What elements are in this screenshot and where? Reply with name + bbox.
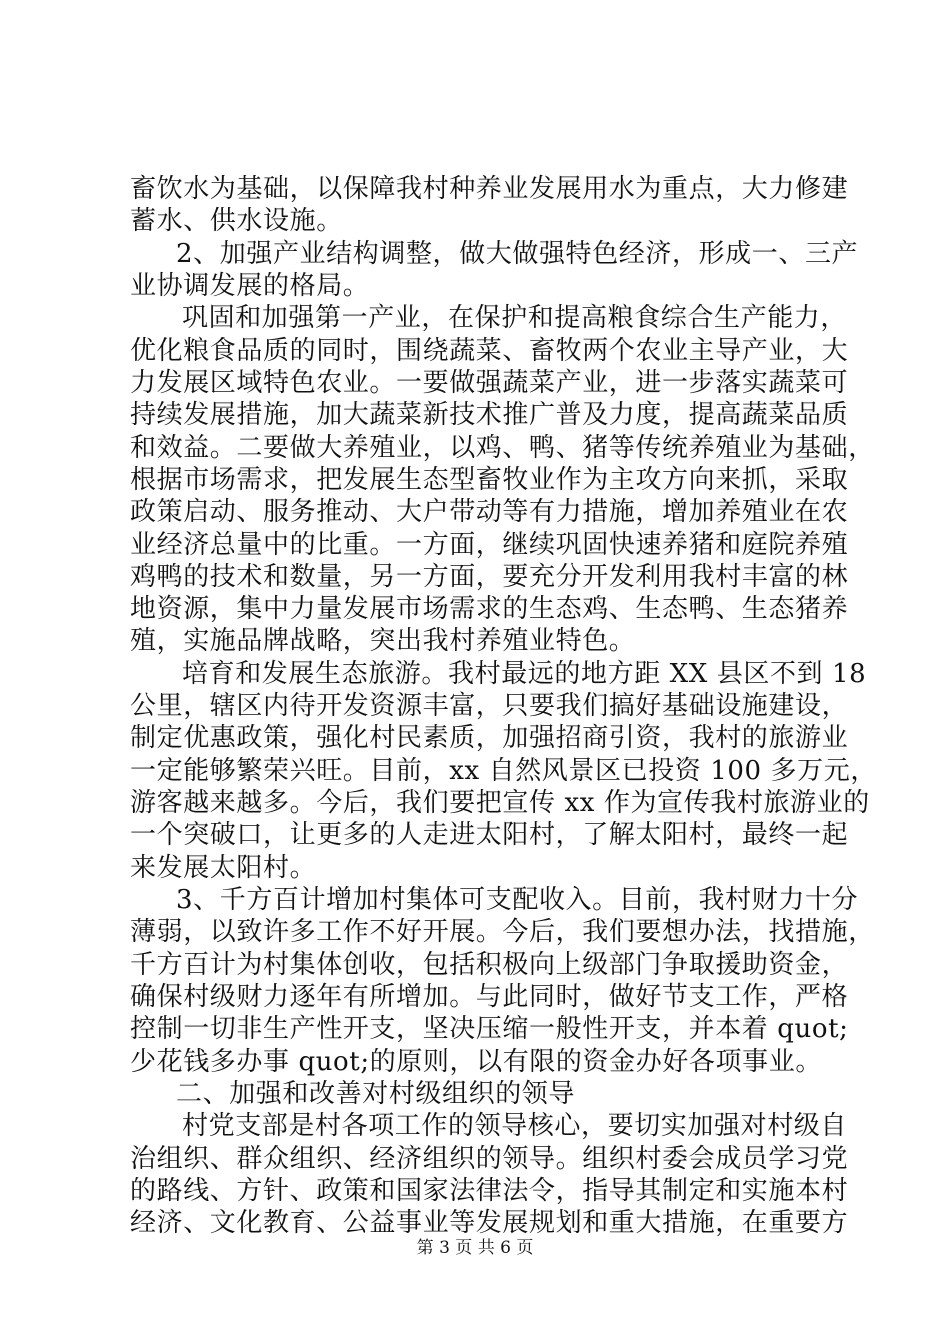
text-line: 业协调发展的格局。	[130, 271, 370, 301]
text-line: 政策启动、服务推动、大户带动等有力措施，增加养殖业在农	[130, 497, 849, 527]
text-line: 根据市场需求，把发展生态型畜牧业作为主攻方向来抓，采取	[130, 465, 849, 495]
text-line: 培育和发展生态旅游。我村最远的地方距 XX 县区不到 18	[182, 659, 867, 689]
section-heading: 二、加强和改善对村级组织的领导	[176, 1079, 576, 1109]
text-line: 殖，实施品牌战略，突出我村养殖业特色。	[130, 626, 636, 656]
text-line: 持续发展措施，加大蔬菜新技术推广普及力度，提高蔬菜品质	[130, 400, 849, 430]
text-line: 业经济总量中的比重。一方面，继续巩固快速养猪和庭院养殖	[130, 530, 849, 560]
text-line: 少花钱多办事 quot;的原则，以有限的资金办好各项事业。	[130, 1047, 822, 1077]
text-line: 控制一切非生产性开支，坚决压缩一般性开支，并本着 quot;	[130, 1014, 849, 1044]
text-line: 2、加强产业结构调整，做大做强特色经济，形成一、三产	[176, 239, 859, 269]
text-line: 一个突破口，让更多的人走进太阳村，了解太阳村，最终一起	[130, 820, 849, 850]
page-number-footer: 第 3 页 共 6 页	[416, 1238, 534, 1258]
text-line: 薄弱，以致许多工作不好开展。今后，我们要想办法，找措施，	[130, 917, 875, 947]
text-line: 村党支部是村各项工作的领导核心，要切实加强对村级自	[182, 1111, 848, 1141]
text-line: 制定优惠政策，强化村民素质，加强招商引资，我村的旅游业	[130, 723, 849, 753]
text-line: 地资源，集中力量发展市场需求的生态鸡、生态鸭、生态猪养	[130, 594, 849, 624]
text-line: 公里，辖区内待开发资源丰富，只要我们搞好基础设施建设，	[130, 691, 849, 721]
text-line: 治组织、群众组织、经济组织的领导。组织村委会成员学习党	[130, 1144, 849, 1174]
text-line: 游客越来越多。今后，我们要把宣传 xx 作为宣传我村旅游业的	[130, 788, 870, 818]
text-line: 来发展太阳村。	[130, 853, 317, 883]
text-line: 优化粮食品质的同时，围绕蔬菜、畜牧两个农业主导产业，大	[130, 336, 849, 366]
text-line: 畜饮水为基础，以保障我村种养业发展用水为重点，大力修建	[130, 174, 849, 204]
text-line: 和效益。二要做大养殖业，以鸡、鸭、猪等传统养殖业为基础，	[130, 433, 875, 463]
text-line: 鸡鸭的技术和数量，另一方面，要充分开发利用我村丰富的林	[130, 562, 849, 592]
text-line: 一定能够繁荣兴旺。目前，xx 自然风景区已投资 100 多万元，	[130, 756, 877, 786]
text-line: 经济、文化教育、公益事业等发展规划和重大措施，在重要方	[130, 1208, 849, 1238]
text-line: 3、千方百计增加村集体可支配收入。目前，我村财力十分	[176, 885, 859, 915]
text-line: 确保村级财力逐年有所增加。与此同时，做好节支工作，严格	[130, 982, 849, 1012]
text-line: 千方百计为村集体创收，包括积极向上级部门争取援助资金，	[130, 950, 849, 980]
text-line: 巩固和加强第一产业，在保护和提高粮食综合生产能力，	[182, 303, 848, 333]
text-line: 蓄水、供水设施。	[130, 206, 343, 236]
text-line: 的路线、方针、政策和国家法律法令，指导其制定和实施本村	[130, 1176, 849, 1206]
text-line: 力发展区域特色农业。一要做强蔬菜产业，进一步落实蔬菜可	[130, 368, 849, 398]
